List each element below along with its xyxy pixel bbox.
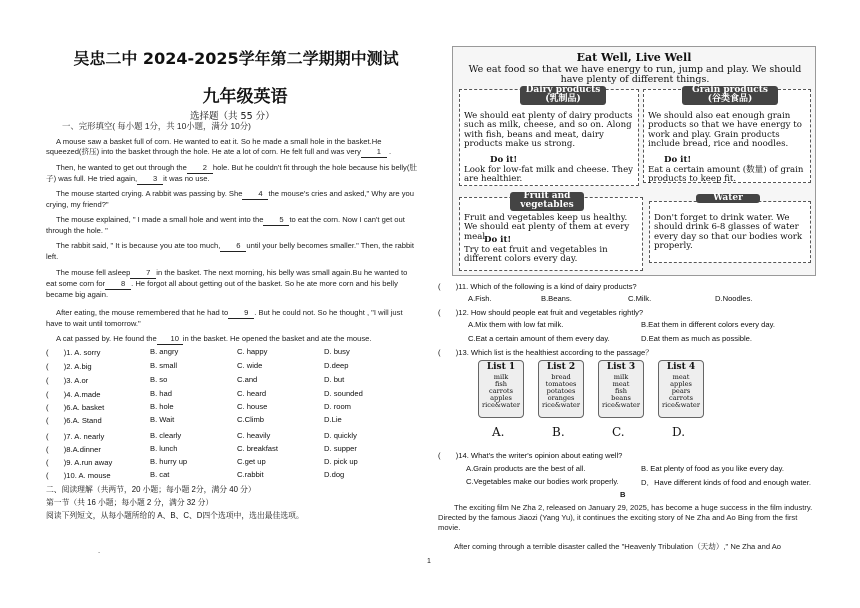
- option-b: B. cat: [150, 470, 170, 479]
- paragraph-4: [46, 215, 418, 236]
- blank-5: 5: [263, 215, 289, 226]
- fruit-veg-body: Fruit and vegetables keep us healthy. We should eat plenty of them at every meal.: [464, 213, 630, 242]
- blank-2: 2: [187, 163, 213, 174]
- poster-intro: We eat food so that we have energy to run, jump and play. We should have plenty of different things.: [468, 64, 802, 86]
- option-b: B. had: [150, 389, 172, 398]
- list-item: rice&water: [541, 401, 580, 410]
- dairy-do-it: Do it!: [490, 155, 518, 165]
- option-c: C. breakfast: [237, 444, 278, 453]
- list-item: oranges: [547, 394, 575, 403]
- option-num: ( )10. A. mouse: [46, 471, 111, 480]
- para-text: Then, he wanted to get out through the: [56, 163, 187, 172]
- list-label-b: B.: [552, 425, 565, 439]
- list-item: pears: [671, 387, 691, 396]
- poster-title: Eat Well, Live Well: [576, 51, 692, 64]
- blank-6: 6: [220, 241, 246, 252]
- option-c: C.and: [237, 375, 258, 384]
- option-c: C.rabbit: [237, 470, 264, 479]
- blank-10: 10: [157, 334, 183, 345]
- list-item: rice&water: [601, 401, 640, 410]
- blank-7: 7: [130, 268, 156, 279]
- list-item: fish: [494, 380, 508, 389]
- list-item: tomatoes: [545, 380, 577, 389]
- q14-option-a: A.Grain products are the best of all.: [466, 464, 586, 473]
- option-d: D.Lie: [324, 415, 342, 424]
- part2-subheading: 第一节（共 16 小题；每小题 2 分，满分 32 分）: [46, 498, 214, 507]
- list-item: fish: [614, 387, 628, 396]
- option-c: C. wide: [237, 361, 263, 370]
- option-num: ( )2. A.big: [46, 362, 92, 371]
- option-b: B. small: [150, 361, 178, 370]
- q11-option-c: C.Milk.: [628, 294, 652, 303]
- q11-option-b: B.Beans.: [541, 294, 572, 303]
- water-box: [649, 193, 811, 263]
- option-num: ( )9. A.run away: [46, 458, 113, 467]
- list-heading: List 4: [666, 362, 696, 372]
- fruit-veg-heading: Fruit and vegetables: [510, 192, 584, 211]
- paragraph-3: [46, 189, 418, 210]
- list-heading: List 1: [486, 362, 516, 372]
- exam-subtitle: 九年级英语: [202, 87, 288, 107]
- grain-heading: [682, 86, 778, 105]
- grain-body: We should also eat enough grain products so that we have energy to work and play. Grain products include bread, rice and noodles.: [648, 111, 802, 150]
- q11-option-a: A.Fish.: [468, 294, 492, 303]
- paragraph-1: A mouse saw a basket full of corn. He wanted to eat it. So he made a small hole in the basket.He squeezed(挤压) into the basket through the hole. He ate a lot of corn. He felt full and was very 1 .: [46, 137, 418, 158]
- option-num: ( )4. A.made: [46, 390, 101, 399]
- section-note: 选择题（共 55 分）: [190, 111, 275, 122]
- part2-instructions: 阅读下列短文，从每小题所给的 A、B、C、D四个选项中，选出最佳选项。: [46, 511, 304, 520]
- para-text: After eating, the mouse remembered that he had to: [56, 308, 229, 317]
- dairy-body: We should eat plenty of dairy products such as milk, cheese, and so on. Along with fish, beans and meat, dairy products make us strong.: [464, 111, 633, 150]
- option-d: D. busy: [324, 347, 350, 356]
- para-text: it was no use.: [163, 174, 210, 184]
- option-b: B. so: [150, 375, 168, 384]
- para-text: The mouse fell asleep: [56, 268, 131, 277]
- fruit-veg-tip: Try to eat fruit and vegetables in different colors every day.: [464, 245, 608, 265]
- fruit-veg-box: [459, 191, 643, 271]
- option-c: C.Climb: [237, 415, 265, 424]
- question-14: ( )14. What's the writer's opinion about eating well?: [438, 451, 623, 460]
- list-label-a: A.: [492, 425, 505, 439]
- q12-option-d: D.Eat them as much as possible.: [641, 334, 753, 343]
- paragraph-7: [46, 308, 418, 329]
- list-card-4: [658, 360, 704, 418]
- option-num: ( )3. A.or: [46, 376, 89, 385]
- option-d: D.deep: [324, 361, 349, 370]
- option-c: C. happy: [237, 347, 268, 356]
- option-c: C.get up: [237, 457, 266, 466]
- option-num: ( )8.A.dinner: [46, 445, 101, 454]
- list-label-d: D.: [672, 425, 686, 439]
- option-num: ( )6.A. basket: [46, 403, 105, 412]
- list-item: carrots: [669, 394, 693, 403]
- fruit-veg-do-it: Do it!: [484, 235, 512, 245]
- para-text: The rabbit said, " It is because you ate too much,: [56, 241, 221, 250]
- para-text: in the basket. He opened the basket and ate the mouse.: [182, 334, 372, 343]
- blank-3: 3: [137, 174, 163, 185]
- list-item: milk: [493, 373, 509, 382]
- option-c: C. heard: [237, 389, 267, 398]
- q12-option-c: C.Eat a certain amount of them every day.: [468, 334, 610, 343]
- grain-heading-cn: (谷类食品): [707, 94, 753, 105]
- para-text: A cat passed by. He found the: [56, 334, 157, 343]
- para-text: A mouse saw a basket full of corn. He wanted to eat it. So he made a small hole in the basket.He squeezed(挤压) into the basket through the hole. He ate a lot of corn. He felt full and was very: [46, 137, 382, 157]
- q12-option-a: A.Mix them with low fat milk.: [468, 320, 564, 329]
- option-b: B. lunch: [150, 444, 178, 453]
- dairy-heading-cn: (乳制品): [545, 94, 581, 105]
- list-item: potatoes: [546, 387, 576, 396]
- option-b: B. hole: [150, 402, 174, 411]
- grain-do-it: Do it!: [664, 155, 692, 165]
- option-d: D. pick up: [324, 457, 358, 466]
- list-item: milk: [613, 373, 629, 382]
- list-item: beans: [611, 394, 631, 403]
- option-d: D.dog: [324, 470, 345, 479]
- eat-well-poster: [452, 46, 816, 276]
- dairy-heading-en: Dairy products: [525, 85, 601, 95]
- list-item: rice&water: [661, 401, 700, 410]
- option-b: B. angry: [150, 347, 179, 356]
- passage-b-paragraph-2: After coming through a terrible disaster called the "Heavenly Tribulation（天劫）," Ne Zha and Ao: [454, 542, 782, 551]
- list-item: bread: [551, 373, 571, 382]
- para-text: . But he could not. So he thought , "I will just have to wait until tomorrow.": [46, 308, 403, 329]
- list-item: apples: [670, 380, 692, 389]
- q12-option-b: B.Eat them in different colors every day.: [641, 320, 775, 329]
- stray-dot: .: [98, 546, 101, 555]
- list-label-c: C.: [612, 425, 625, 439]
- para-text: the mouse's cries and asked," Why are you crying, my friend?": [46, 189, 414, 210]
- dairy-box: [459, 85, 639, 186]
- option-c: C. house: [237, 402, 268, 411]
- grain-heading-en: Grain products: [692, 85, 768, 95]
- q14-option-c: C.Vegetables make our bodies work properly.: [466, 477, 619, 486]
- option-num: ( )7. A. nearly: [46, 432, 105, 441]
- paragraph-5: [46, 241, 418, 262]
- section-b-label: B: [620, 490, 626, 499]
- paragraph-6: [46, 268, 418, 300]
- q14-option-d: D．Have different kinds of food and enough water.: [641, 478, 811, 487]
- blank-1: 1: [361, 147, 387, 158]
- part2-heading: 二、阅读理解（共两节，20 小题；每小题 2分，满分 40 分）: [46, 485, 256, 494]
- list-item: meat: [612, 380, 630, 389]
- option-d: D. quickly: [324, 431, 357, 440]
- list-card-2: [538, 360, 584, 418]
- paragraph-2: [46, 163, 418, 185]
- option-num: ( )1. A. sorry: [46, 348, 101, 357]
- para-text: The mouse started crying. A rabbit was passing by. She: [56, 189, 243, 198]
- question-12: ( )12. How should people eat fruit and vegetables rightly?: [438, 308, 644, 317]
- list-item: rice&water: [481, 401, 520, 410]
- list-heading: List 3: [606, 362, 636, 372]
- para-text: in the basket. The next morning, his belly was small again.Bu he wanted to eat some corn for: [46, 268, 408, 289]
- para-text: . He forgot all about getting out of the basket. So he ate more corn and his belly became big again.: [46, 279, 398, 300]
- passage-b-paragraph-1: The exciting film Ne Zha 2, released on January 29, 2025, has become a huge success in the film industry. Directed by the famous Jiaozi (Yang Yu), it continues the exciting story of Ne Zha and Ao Bing from the first movie.: [438, 503, 813, 533]
- para-text: until your belly becomes smaller." Then, the rabbit left.: [46, 241, 414, 262]
- list-card-3: [598, 360, 644, 418]
- list-card-1: [478, 360, 524, 418]
- part1-heading: 一、完形填空( 每小题 1分，共 10小题，满分 10分): [62, 121, 251, 131]
- option-d: D. sounded: [324, 389, 363, 398]
- blank-4: 4: [242, 189, 268, 200]
- option-d: D. but: [324, 375, 345, 384]
- list-item: carrots: [489, 387, 513, 396]
- option-num: ( )6.A. Stand: [46, 416, 102, 425]
- para-text: hole. But he couldn't fit through the hole because his belly(肚子) was full. He tried again,: [46, 163, 417, 184]
- option-b: B. Wait: [150, 415, 175, 424]
- page-number: 1: [427, 558, 431, 565]
- option-d: D. room: [324, 402, 352, 411]
- list-item: apples: [490, 394, 512, 403]
- grain-box: [643, 85, 811, 185]
- water-heading: Water: [696, 194, 760, 203]
- list-heading: List 2: [546, 362, 576, 372]
- q14-option-b: B. Eat plenty of food as you like every day.: [641, 464, 784, 473]
- q11-option-d: D.Noodles.: [715, 294, 753, 303]
- dairy-tip: Look for low-fat milk and cheese. They are healthier.: [464, 165, 634, 185]
- para-text: to eat the corn. Now I can't get out through the hole. ": [46, 215, 405, 236]
- blank-9: 9: [228, 308, 254, 319]
- paragraph-8: [46, 334, 418, 345]
- blank-8: 8: [105, 279, 131, 290]
- para-text: The mouse explained, " I made a small hole and went into the: [56, 215, 264, 224]
- exam-title: 吴忠二中 2024-2025学年第二学期期中测试: [73, 49, 399, 68]
- water-body: Don't forget to drink water. We should drink 6-8 glasses of water every day so that our bodies work properly.: [654, 213, 803, 252]
- option-b: B. clearly: [150, 431, 182, 440]
- list-item: meat: [672, 373, 690, 382]
- question-13: ( )13. Which list is the healthiest according to the passage？: [438, 348, 653, 357]
- grain-tip: Eat a certain amount (数量) of grain products to keep fit.: [648, 165, 804, 185]
- option-c: C. heavily: [237, 431, 271, 440]
- dairy-heading: [520, 86, 606, 105]
- question-11: ( )11. Which of the following is a kind of dairy products?: [438, 282, 637, 291]
- option-b: B. hurry up: [150, 457, 188, 466]
- option-d: D. supper: [324, 444, 357, 453]
